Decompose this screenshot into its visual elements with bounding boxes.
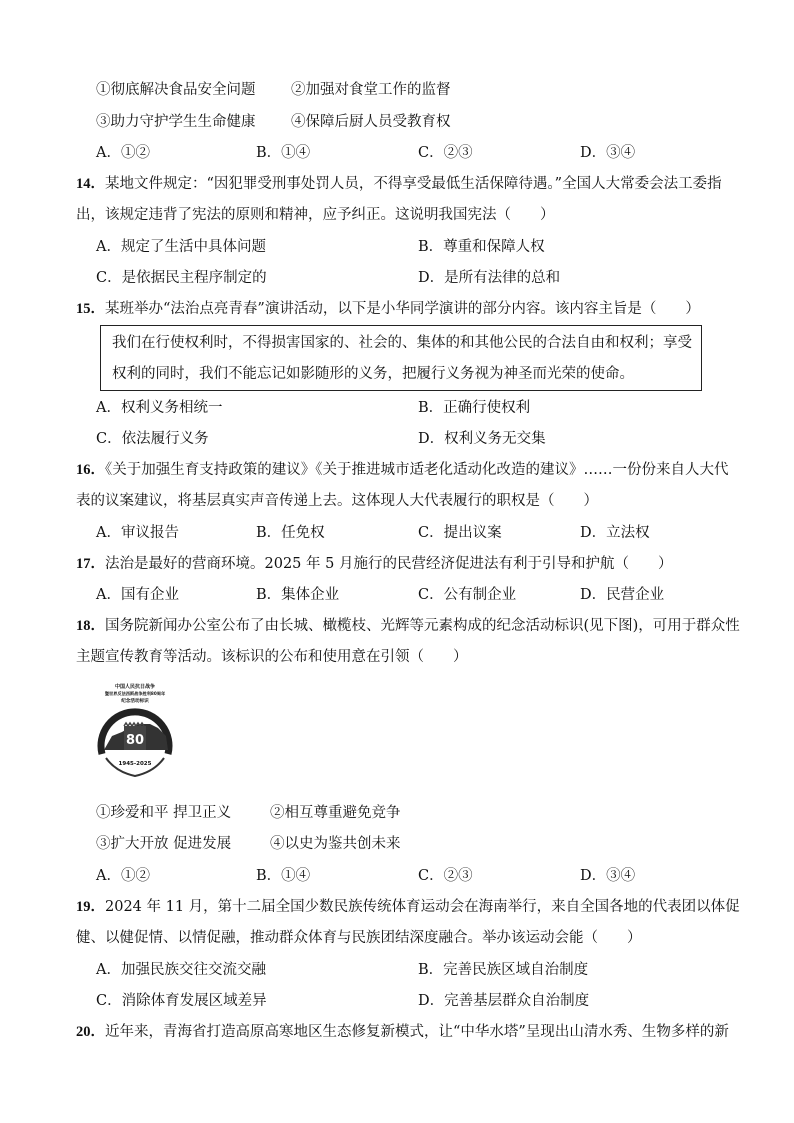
q18-option-d[interactable]: D．③④ (580, 868, 636, 884)
q13-option-d[interactable]: D．③④ (580, 145, 636, 161)
logo-caption-1: 中国人民抗日战争 (114, 684, 156, 690)
q20-number: 20． (76, 1024, 105, 1040)
q14-text-1: 某地文件规定：“因犯罪受刑事处罚人员，不得享受最低生活保障待遇。”全国人大常委会法工委指 (105, 176, 722, 192)
q20-text-1: 近年来，青海省打造高原高寒地区生态修复新模式，让“中华水塔”呈现出山清水秀、生物多样的新 (105, 1024, 729, 1040)
q14-option-d[interactable]: D．是所有法律的总和 (418, 270, 561, 286)
q14-stem-line2: 出，该规定违背了宪法的原则和精神，应予纠正。这说明我国宪法（ ） (76, 207, 555, 223)
q16-number: 16． (76, 462, 105, 478)
q13-option-a[interactable]: A．①② (96, 145, 150, 161)
q19-option-b[interactable]: B．完善民族区域自治制度 (418, 962, 589, 978)
q14-number: 14． (76, 176, 105, 192)
logo-caption-3: 纪念活动标识 (121, 699, 149, 704)
logo-years: 1945-2025 (118, 761, 152, 767)
q18-item-3: ③扩大开放 促进发展 (96, 836, 232, 852)
q18-number: 18． (76, 618, 105, 634)
q15-option-b[interactable]: B．正确行使权利 (418, 400, 531, 416)
q16-option-c[interactable]: C．提出议案 (418, 525, 502, 541)
logo-caption-2: 暨世界反法西斯战争胜利80周年 (104, 691, 166, 696)
q17-option-b[interactable]: B．集体企业 (256, 587, 340, 603)
q17-stem (76, 554, 672, 574)
q17-option-c[interactable]: C．公有制企业 (418, 587, 517, 603)
q19-option-a[interactable]: A．加强民族交往交流交融 (96, 962, 266, 978)
q15-quote-line1: 我们在行使权利时，不得损害国家的、社会的、集体的和其他公民的合法自由和权利；享受 (112, 335, 692, 351)
q18-stem-line2: 主题宣传教育等活动。该标识的公布和使用意在引领（ ） (76, 649, 468, 665)
q15-option-c[interactable]: C．依法履行义务 (96, 431, 209, 447)
logo-number-80: 80 (125, 733, 145, 748)
q13-option-b[interactable]: B．①④ (256, 145, 311, 161)
q18-stem-line1 (76, 616, 740, 636)
q13-item-2: ②加强对食堂工作的监督 (291, 82, 451, 98)
q13-item-3: ③助力守护学生生命健康 (96, 114, 256, 130)
q17-text: 法治是最好的营商环境。2025 年 5 月施行的民营经济促进法有利于引导和护航（ ） (105, 556, 673, 572)
q14-stem-line1 (76, 174, 722, 194)
q17-number: 17． (76, 556, 105, 572)
q19-option-c[interactable]: C．消除体育发展区域差异 (96, 993, 267, 1009)
q14-option-c[interactable]: C．是依据民主程序制定的 (96, 270, 267, 286)
q16-option-d[interactable]: D．立法权 (580, 525, 650, 541)
q15-number: 15． (76, 301, 105, 317)
q18-item-1: ①珍爱和平 捍卫正义 (96, 805, 232, 821)
q15-text: 某班举办“法治点亮青春”演讲活动，以下是小华同学演讲的部分内容。该内容主旨是（ ） (105, 301, 700, 317)
q15-option-a[interactable]: A．权利义务相统一 (96, 400, 223, 416)
q16-option-b[interactable]: B．任免权 (256, 525, 325, 541)
q15-quote-line2: 权利的同时，我们不能忘记如影随形的义务，把履行义务视为神圣而光荣的使命。 (112, 366, 634, 382)
q18-option-c[interactable]: C．②③ (418, 868, 473, 884)
q18-item-2: ②相互尊重避免竞争 (270, 805, 401, 821)
q16-stem-line1 (76, 460, 729, 480)
q18-option-a[interactable]: A．①② (96, 868, 150, 884)
q13-item-1: ①彻底解决食品安全问题 (96, 82, 256, 98)
q16-option-a[interactable]: A．审议报告 (96, 525, 179, 541)
q19-stem-line1 (76, 897, 740, 917)
q20-stem-line1 (76, 1022, 729, 1042)
q19-stem-line2: 健、以健促情、以情促融，推动群众体育与民族团结深度融合。举办该运动会能（ ） (76, 930, 642, 946)
q15-stem (76, 299, 700, 319)
q17-option-a[interactable]: A．国有企业 (96, 587, 179, 603)
commemoration-logo-image (94, 680, 176, 788)
q19-number: 19． (76, 899, 105, 915)
q13-option-c[interactable]: C．②③ (418, 145, 473, 161)
q15-option-d[interactable]: D．权利义务无交集 (418, 431, 546, 447)
q13-item-4: ④保障后厨人员受教育权 (291, 114, 451, 130)
q18-option-b[interactable]: B．①④ (256, 868, 311, 884)
q16-text-1: 《关于加强生育支持政策的建议》《关于推进城市适老化适动化改造的建议》……一份份来自人大代 (105, 462, 729, 478)
q19-text-1: 2024 年 11 月，第十二届全国少数民族传统体育运动会在海南举行，来自全国各地的代表团以体促 (105, 899, 740, 915)
q14-option-b[interactable]: B．尊重和保障人权 (418, 239, 545, 255)
q17-option-d[interactable]: D．民营企业 (580, 587, 665, 603)
q19-option-d[interactable]: D．完善基层群众自治制度 (418, 993, 590, 1009)
q16-stem-line2: 表的议案建议，将基层真实声音传递上去。这体现人大代表履行的职权是（ ） (76, 493, 598, 509)
q18-item-4: ④以史为鉴共创未来 (270, 836, 401, 852)
q18-text-1: 国务院新闻办公室公布了由长城、橄榄枝、光辉等元素构成的纪念活动标识(见下图)，可用于群众性 (105, 618, 740, 634)
q14-option-a[interactable]: A．规定了生活中具体问题 (96, 239, 266, 255)
